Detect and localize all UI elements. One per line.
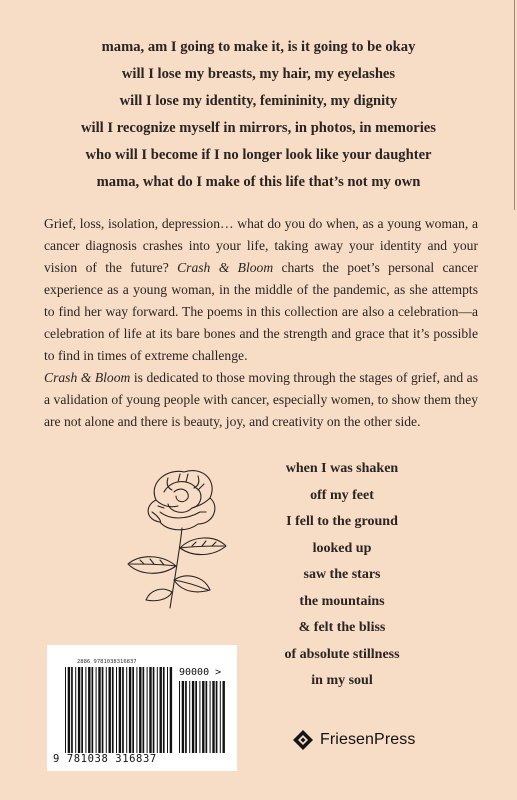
barcode-bar	[129, 667, 131, 753]
top-poem-line: will I lose my breasts, my hair, my eyelashes	[121, 66, 396, 82]
barcode-bar	[195, 681, 197, 753]
description-paragraph-2	[44, 367, 478, 433]
barcode-bar	[109, 667, 111, 753]
top-poem-line: who will I become if I no longer look like your daughter	[85, 147, 432, 163]
book-description	[44, 213, 478, 433]
barcode-bar	[122, 667, 124, 753]
peony-flower-icon	[118, 462, 248, 612]
bottom-poem-line: I fell to the ground	[286, 514, 398, 529]
bottom-poem-line: of absolute stillness	[284, 646, 400, 662]
barcode-bar	[170, 667, 172, 753]
top-poem-line: mama, am I going to make it, is it going to be okay	[101, 39, 416, 55]
barcode-bar	[81, 667, 83, 753]
barcode-bar	[149, 667, 151, 753]
barcode-bar	[92, 667, 94, 753]
bottom-poem-line: off my feet	[310, 487, 374, 503]
bottom-poem-line: saw the stars	[303, 567, 381, 582]
barcode-bar	[119, 667, 121, 753]
bottom-poem	[262, 456, 422, 695]
barcode-bar	[192, 681, 194, 753]
barcode-bar	[223, 681, 225, 753]
barcode-bar	[139, 667, 141, 753]
bottom-poem-line: & felt the bliss	[298, 620, 386, 635]
barcode-bar	[143, 667, 145, 753]
barcode-bar	[112, 667, 114, 753]
top-poem-line: mama, what do I make of this life that’s not my own	[96, 174, 421, 190]
barcode-bar	[88, 667, 90, 753]
barcode-bar	[153, 667, 155, 753]
barcode-bar	[132, 667, 134, 753]
top-poem	[0, 34, 517, 196]
barcode-bar	[116, 667, 117, 753]
bottom-poem-line: looked up	[312, 540, 372, 556]
barcode-bar	[75, 667, 76, 753]
publisher-name: FriesenPress	[320, 731, 416, 748]
barcode-bar	[163, 667, 165, 753]
barcode-bar	[147, 667, 148, 753]
barcode-isbn-number: 9 781038 316837	[53, 753, 157, 765]
bottom-poem-line: the mountains	[299, 593, 385, 609]
bottom-poem-line: when I was shaken	[285, 461, 399, 476]
barcode-bar	[199, 681, 200, 753]
barcode-bar	[98, 667, 100, 753]
barcode-bar	[106, 667, 107, 753]
barcode-bar	[96, 667, 97, 753]
barcode-bar	[65, 667, 66, 753]
barcode-bar	[220, 681, 221, 753]
barcode-bar	[102, 667, 104, 753]
barcode-bar	[126, 667, 127, 753]
addon-barcode-bars	[179, 681, 225, 753]
barcode-bar	[136, 667, 137, 753]
description-text: Grief, loss, isolation, depression… what do you do when, as a young woman, a cancer diagnosis crashes into your life, taking away your identity and your vision of the future?	[44, 216, 478, 275]
description-paragraph-1	[44, 213, 478, 367]
isbn-barcode	[47, 645, 237, 771]
barcode-bar	[179, 681, 180, 753]
friesenpress-diamond-icon	[292, 729, 314, 751]
barcode-bar	[85, 667, 86, 753]
bottom-poem-line: in my soul	[311, 673, 373, 688]
publisher-logo	[292, 728, 415, 752]
barcode-bar	[202, 681, 204, 753]
barcode-bar	[68, 667, 70, 753]
barcode-bar	[216, 681, 218, 753]
barcode-bar	[160, 667, 162, 753]
barcode-bar	[185, 681, 187, 753]
barcode-bar	[78, 667, 80, 753]
barcode-bar	[210, 681, 211, 753]
barcode-bar	[212, 681, 214, 753]
barcode-bar	[71, 667, 73, 753]
barcode-bar	[157, 667, 158, 753]
top-poem-line: will I lose my identity, femininity, my dignity	[119, 93, 398, 109]
barcode-bar	[189, 681, 190, 753]
barcode-price-code: 90000 >	[179, 667, 222, 678]
barcode-top-text: 2886 9781038316837	[77, 659, 137, 665]
top-poem-line: will I recognize myself in mirrors, in photos, in memories	[81, 120, 436, 136]
ean-barcode-bars	[65, 667, 173, 753]
book-title-italic: Crash & Bloom	[44, 370, 131, 385]
description-text: is dedicated to those moving through the stages of grief, and as a validation of young people with cancer, especially women, to show them they are not alone and there is beauty, joy, and creativity on the other side.	[44, 370, 479, 429]
description-text: charts the poet’s personal cancer experience as a young woman, in the middle of the pandemic, as she attempts to find her way forward. The poems in this collection are also a celebration—a celebration of life at its bare bones and the strength and grace that it’s possible to find in times of extreme challenge.	[44, 260, 478, 363]
barcode-bar	[167, 667, 168, 753]
barcode-bar	[206, 681, 208, 753]
book-title-italic: Crash & Bloom	[177, 260, 274, 275]
barcode-bar	[182, 681, 184, 753]
